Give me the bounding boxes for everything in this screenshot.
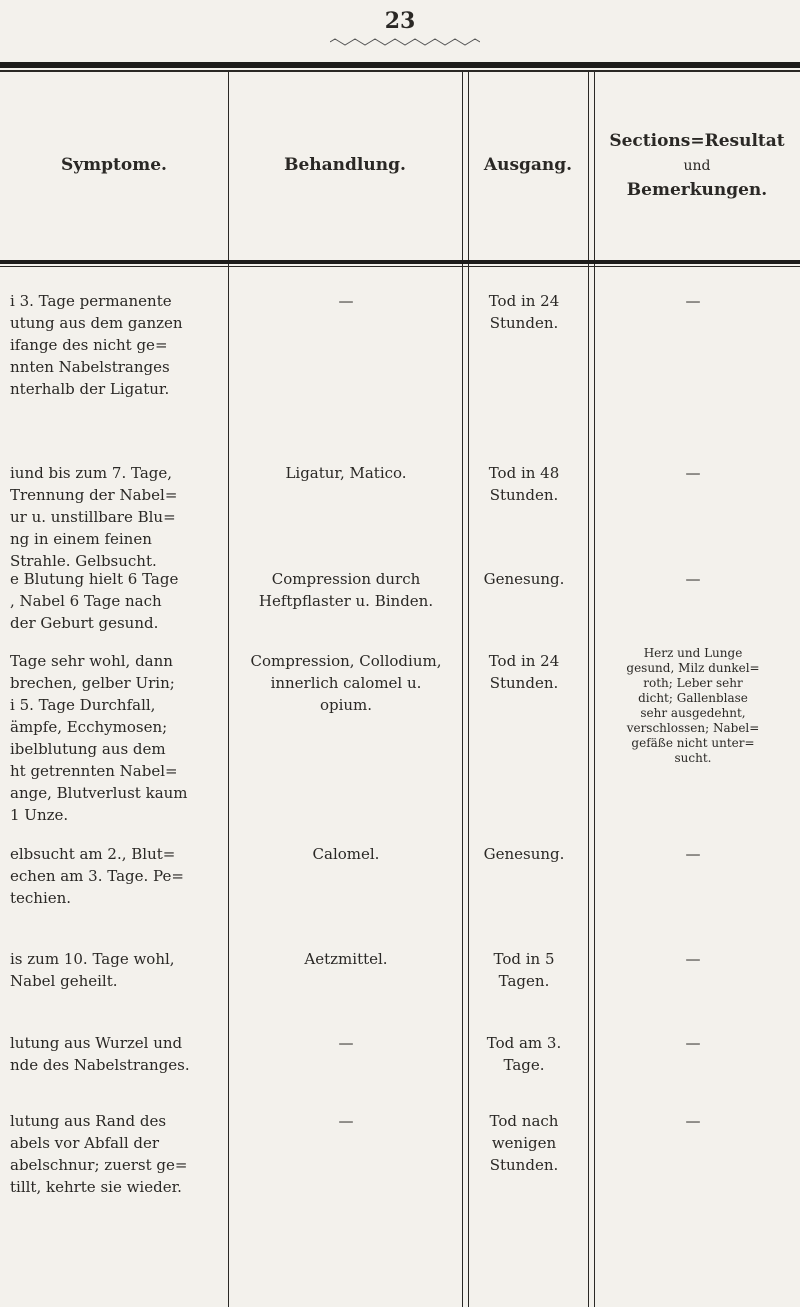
cell-line: utung aus dem ganzen xyxy=(10,314,183,332)
cell-line: Stunden. xyxy=(489,486,559,504)
ausgang-cell xyxy=(465,1110,583,1176)
cell-line: nde des Nabelstranges. xyxy=(10,1056,190,1074)
cell-line: i 3. Tage permanente xyxy=(10,292,172,310)
cell-line: iund bis zum 7. Tage, xyxy=(10,464,173,482)
cell-line: lutung aus Rand des xyxy=(10,1112,167,1130)
cell-line: abels vor Abfall der xyxy=(10,1134,160,1152)
cell-line: wenigen xyxy=(491,1134,557,1152)
cell-line: gesund, Milz dunkel= xyxy=(626,661,760,675)
ausgang-cell xyxy=(465,290,583,334)
cell-line: ämpfe, Ecchymosen; xyxy=(10,718,168,736)
cell-line: is zum 10. Tage wohl, xyxy=(10,950,175,968)
header-ausgang: Ausgang. xyxy=(483,155,573,176)
behandlung-cell xyxy=(235,1032,457,1054)
cell-line: ht getrennten Nabel= xyxy=(10,762,178,780)
cell-line: Tod in 5 xyxy=(493,950,555,968)
table-top-rule xyxy=(0,62,800,68)
cell-line: ur u. unstillbare Blu= xyxy=(10,508,176,526)
cell-line: — xyxy=(685,845,701,863)
bemerkungen-cell xyxy=(598,462,788,484)
cell-line: Tod in 48 xyxy=(488,464,560,482)
cell-line: Tod in 24 xyxy=(488,292,560,310)
ausgang-cell xyxy=(465,1032,583,1076)
cell-line: verschlossen; Nabel= xyxy=(626,721,760,735)
cell-line: Tage sehr wohl, dann xyxy=(10,652,173,670)
cell-line: Herz und Lunge xyxy=(643,646,743,660)
header-rule-thin xyxy=(0,266,800,267)
cell-line: — xyxy=(685,1034,701,1052)
cell-line: brechen, gelber Urin; xyxy=(10,674,175,692)
cell-line: opium. xyxy=(319,696,373,714)
cell-line: Genesung. xyxy=(483,570,565,588)
cell-line: techien. xyxy=(10,889,72,907)
column-divider xyxy=(588,72,589,1307)
behandlung-cell xyxy=(235,948,457,970)
cell-line: Trennung der Nabel= xyxy=(10,486,178,504)
bemerkungen-cell xyxy=(598,948,788,970)
symptome-cell xyxy=(10,290,225,400)
cell-line: echen am 3. Tage. Pe= xyxy=(10,867,184,885)
cell-line: — xyxy=(685,1112,701,1130)
cell-line: Calomel. xyxy=(312,845,380,863)
cell-line: 1 Unze. xyxy=(10,806,69,824)
cell-line: e Blutung hielt 6 Tage xyxy=(10,570,179,588)
ausgang-cell xyxy=(465,462,583,506)
cell-line: Tagen. xyxy=(498,972,550,990)
cell-line: Stunden. xyxy=(489,1156,559,1174)
cell-line: ange, Blutverlust kaum xyxy=(10,784,188,802)
bemerkungen-cell xyxy=(598,1110,788,1132)
cell-line: roth; Leber sehr xyxy=(643,676,743,690)
header-bemerkungen: Sections=Resultat und Bemerkungen. xyxy=(609,130,785,201)
cell-line: — xyxy=(685,570,701,588)
cell-line: Tod nach xyxy=(489,1112,559,1130)
cell-line: Heftpflaster u. Binden. xyxy=(258,592,434,610)
bemerkungen-cell xyxy=(598,290,788,312)
cell-line: Nabel geheilt. xyxy=(10,972,118,990)
cell-line: nterhalb der Ligatur. xyxy=(10,380,170,398)
cell-line: tillt, kehrte sie wieder. xyxy=(10,1178,182,1196)
cell-line: — xyxy=(685,464,701,482)
bemerkungen-cell xyxy=(598,1032,788,1054)
symptome-cell xyxy=(10,462,225,572)
ausgang-cell xyxy=(465,843,583,865)
cell-line: lutung aus Wurzel und xyxy=(10,1034,183,1052)
cell-line: abelschnur; zuerst ge= xyxy=(10,1156,188,1174)
behandlung-cell xyxy=(235,568,457,612)
cell-line: nnten Nabelstranges xyxy=(10,358,170,376)
cell-line: Tod am 3. xyxy=(486,1034,562,1052)
cell-line: ibelblutung aus dem xyxy=(10,740,166,758)
cell-line: dicht; Gallenblase xyxy=(638,691,748,705)
cell-line: Ligatur, Matico. xyxy=(285,464,407,482)
behandlung-cell xyxy=(235,290,457,312)
behandlung-cell xyxy=(235,1110,457,1132)
cell-line: Tod in 24 xyxy=(488,652,560,670)
cell-line: Stunden. xyxy=(489,314,559,332)
cell-line: , Nabel 6 Tage nach xyxy=(10,592,162,610)
ausgang-cell xyxy=(465,568,583,590)
cell-line: — xyxy=(685,292,701,310)
bemerkungen-cell xyxy=(598,646,788,766)
cell-line: sucht. xyxy=(674,751,712,765)
cell-line: Stunden. xyxy=(489,674,559,692)
cell-line: — xyxy=(338,1034,354,1052)
header-rule xyxy=(0,260,800,264)
behandlung-cell xyxy=(235,462,457,484)
ausgang-cell xyxy=(465,650,583,694)
cell-line: innerlich calomel u. xyxy=(270,674,422,692)
symptome-cell xyxy=(10,1032,225,1076)
cell-line: — xyxy=(338,292,354,310)
symptome-cell xyxy=(10,1110,225,1198)
cell-line: Compression, Collodium, xyxy=(250,652,442,670)
cell-line: elbsucht am 2., Blut= xyxy=(10,845,176,863)
cell-line: — xyxy=(685,950,701,968)
behandlung-cell xyxy=(235,650,457,716)
behandlung-cell xyxy=(235,843,457,865)
cell-line: Tage. xyxy=(503,1056,545,1074)
bemerkungen-cell xyxy=(598,568,788,590)
column-divider xyxy=(462,72,463,1307)
header-behandlung: Behandlung. xyxy=(284,155,406,176)
symptome-cell xyxy=(10,650,225,826)
header-symptome: Symptome. xyxy=(61,155,167,176)
cell-line: sehr ausgedehnt, xyxy=(640,706,746,720)
symptome-cell xyxy=(10,843,225,909)
cell-line: ng in einem feinen xyxy=(10,530,152,548)
cell-line: Strahle. Gelbsucht. xyxy=(10,552,157,570)
decorative-rule xyxy=(330,38,480,46)
symptome-cell xyxy=(10,568,225,634)
bemerkungen-cell xyxy=(598,843,788,865)
cell-line: i 5. Tage Durchfall, xyxy=(10,696,156,714)
symptome-cell xyxy=(10,948,225,992)
cell-line: Aetzmittel. xyxy=(304,950,388,968)
page-number: 23 xyxy=(384,8,416,34)
cell-line: gefäße nicht unter= xyxy=(631,736,755,750)
cell-line: ifange des nicht ge= xyxy=(10,336,168,354)
ausgang-cell xyxy=(465,948,583,992)
cell-line: der Geburt gesund. xyxy=(10,614,159,632)
cell-line: Compression durch xyxy=(271,570,421,588)
cell-line: — xyxy=(338,1112,354,1130)
cell-line: Genesung. xyxy=(483,845,565,863)
